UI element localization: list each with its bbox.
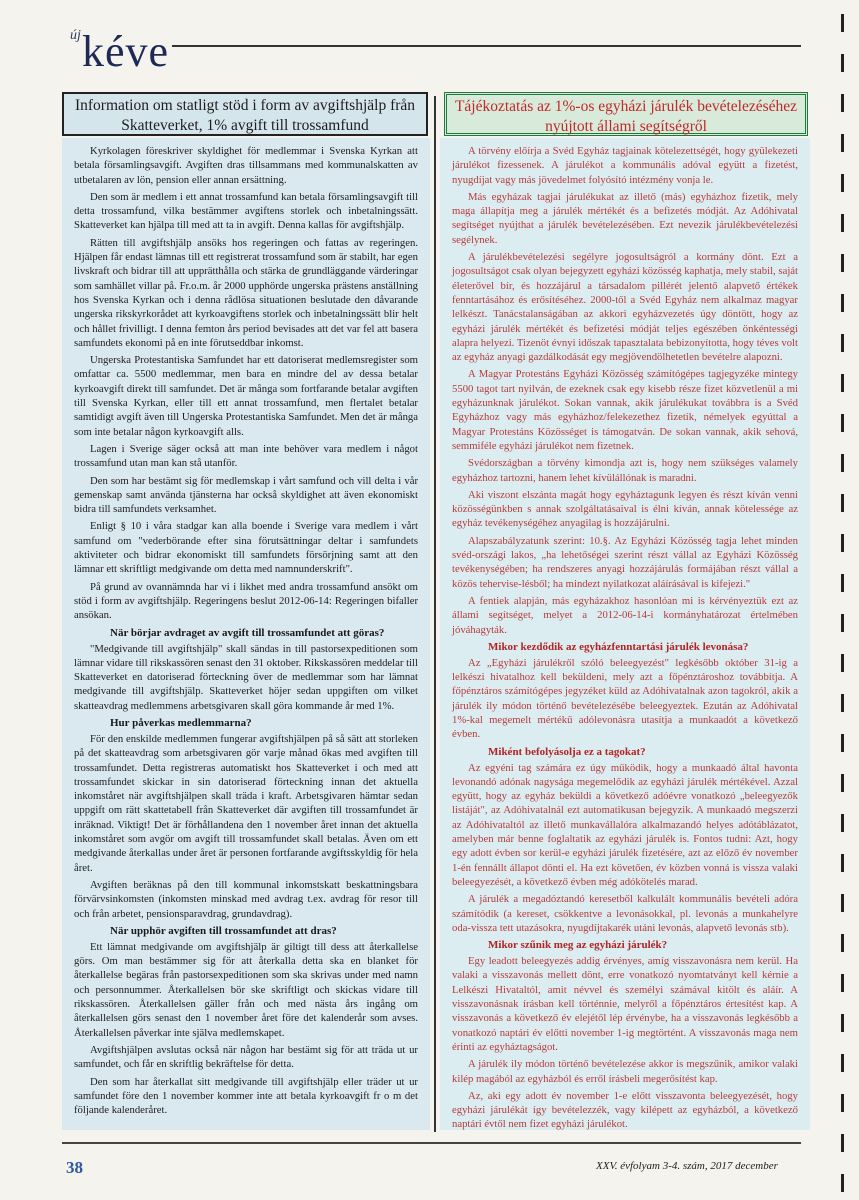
edge-mark <box>841 974 844 992</box>
section-heading: Mikor szűnik meg az egyházi járulék? <box>488 939 668 952</box>
paragraph: Avgiften beräknas på den till kommunal inkomstskatt beskattningsbara förvärvsinkomsten (inkomsten minskad med avdrag t.ex. avdrag för resor till och från arbetet, pensionsparavdrag, grundavdrag). <box>74 878 418 920</box>
paragraph: Az, aki egy adott év november 1-e előtt visszavonta beleegyezését, hogy egyházi járulékát így bevételezzék, vagy kilépett az egyházból, a következő naptári évtől nem fizet egyházi járulékot. <box>452 1089 798 1130</box>
paragraph: Ett lämnat medgivande om avgiftshjälp är giltigt till dess att återkallelse görs. Om man bestämmer sig för att återkalla detta ska en blanket för återkallelse begäras från pastorsexpeditionen som ska skrivas under med namn och personnummer. Återkallelsen bör ske skriftligt och skickas vidare till rikskassören. Återkallelsen gäller från och med nästa års ingång om återkallelsen görs senast den 1 november året före det kalenderår som avses. Återkallelsen påverkar inte själva medlemskapet. <box>74 940 418 1039</box>
masthead-title: kéve <box>82 27 170 76</box>
paragraph: A törvény előírja a Svéd Egyház tagjainak kötelezettségét, hogy gyülekezeti járulékot fizessenek. A járulékot a kommunális adóval együtt a fizetést, nyugdíjat vagy más jövedelmet folyósító intézmény vonja le. <box>452 145 798 186</box>
edge-mark <box>841 814 844 832</box>
edge-mark <box>841 934 844 952</box>
section-heading: Hur påverkas medlemmarna? <box>110 716 252 729</box>
masthead-prefix: új <box>70 28 81 43</box>
paragraph: Alapszabályzatunk szerint: 10.§. Az Egyházi Közösség tagja lehet minden svéd-országi lakos, „ha lehetőségei szerint részt vállal az Egyházi Közösség tevékenységében; ha rendszeres anyagi hozzájárulás formájában részt vállal a közös tehervise-lésből; ha mindezt nyilatkozat aláírásával is kifejezi." <box>452 534 798 590</box>
paragraph: Den som är medlem i ett annat trossamfund kan betala församlingsavgift till detta trossamfund, vilka bestämmer avgiftens storlek och inbetalningssätt. Skatteverket kan hjälpa till med att ta in avgift. Denna kallas för avgiftshjälp. <box>74 190 418 232</box>
edge-mark <box>841 294 844 312</box>
edge-mark <box>841 254 844 272</box>
paragraph: På grund av ovannämnda har vi i likhet med andra trossamfund ansökt om stöd i form av avgiftshjälp. Regeringens beslut 2012-06-14: Regeringen bifaller ansökan. <box>74 580 418 622</box>
paragraph: Den som har bestämt sig för medlemskap i vårt samfund och vill delta i vår gemenskap samt använda tjänsterna har också skyldighet att även ekonomiskt bidra till samfundets verksamhet. <box>74 474 418 516</box>
edge-mark <box>841 1094 844 1112</box>
paragraph: Den som har återkallat sitt medgivande till avgiftshjälp eller träder ut ur samfundet före den 1 november kommer inte att betala kyrkoavgift fr o m det följande kalenderåret. <box>74 1075 418 1117</box>
edge-mark <box>841 854 844 872</box>
edge-mark <box>841 734 844 752</box>
edge-mark <box>841 214 844 232</box>
paragraph: Enligt § 10 i våra stadgar kan alla boende i Sverige vara medlem i vårt samfund om "vederbörande efter sina förutsättningar deltar i samfundets aktiviteter och bidrar ekonomiskt till samfundets försörjning samt att den lämnar ett skriftligt medgivande om detta med namnunderskrift". <box>74 520 418 576</box>
paragraph: A járulékbevételezési segélyre jogosultságról a kormány dönt. Ezt a jogosultságot csak olyan bejegyzett egyházi közösség kaphatja, mely stabil, saját életerővel bír, és hozzájárul a társadalom pillérét jelentő alapvető értékek fenntartásához és erősítéséhez. 2000-től a Svéd Egyház nem alkalmaz magyar lelkészt. Tanácstalanságában az akkori egyházvezetés úgy döntött, hogy az egyházi járulék mértékét és befizetési módját teljes egészében önkéntességi alapra helyezi. Tizenöt évnyi időszak tapasztalata bebizonyította, hogy téves volt az egyház anyagi gazdálkodását egy megjövendölhetetlen bevételre alapozni. <box>452 251 798 364</box>
edge-mark <box>841 894 844 912</box>
edge-mark <box>841 654 844 672</box>
edge-marks <box>841 14 845 1194</box>
column-divider <box>434 96 436 1132</box>
edge-mark <box>841 174 844 192</box>
edge-mark <box>841 494 844 512</box>
section-heading: När upphör avgiften till trossamfundet att dras? <box>110 924 337 937</box>
swedish-article-body <box>62 138 430 1130</box>
paragraph: "Medgivande till avgiftshjälp" skall sändas in till pastorsexpeditionen som lämnar vidare till rikskassören senast den 31 oktober. Rikskassören meddelar till Skatteverket en datoriserad förteckning över de medlemmar som har lämnat medgivande till avgiftshjälp. Skatteverket höjer sedan uppgiften om vilket skatteavdrag medlemmens arbetsgivaren skall göra kommande år med 1%. <box>74 642 418 712</box>
swedish-article-title: Information om statligt stöd i form av avgiftshjälp från Skatteverket, 1% avgift till trossamfund <box>62 92 428 136</box>
paragraph: A járulék a megadóztandó keresetből kalkulált kommunális bevételi adóra számítódik (a kereset, csökkentve a levonásokkal, pl. levonás a munkahelyre oda-vissza tett utazásokra, nyugdíjtakarék utáni levonás, alapvető levonás stb). <box>452 893 798 934</box>
issue-info: XXV. évfolyam 3-4. szám, 2017 december <box>596 1160 778 1172</box>
edge-mark <box>841 374 844 392</box>
paragraph: A fentiek alapján, más egyházakhoz hasonlóan mi is kérvényeztük ezt az állami segítséget, melyet a 2012-06-14-i kormányhatározat értelmében jóváhagyták. <box>452 594 798 636</box>
edge-mark <box>841 94 844 112</box>
paragraph: Kyrkolagen föreskriver skyldighet för medlemmar i Svenska Kyrkan att betala församlingsavgift. Avgiften dras tillsammans med kommunalskatten av utbetalaren av lön, pension eller annan ersättning. <box>74 145 418 186</box>
hungarian-article-body <box>440 138 810 1130</box>
paragraph: Svédországban a törvény kimondja azt is, hogy nem szükséges valamely egyházhoz tartozni, hanem lehet kívülállónak is maradni. <box>452 457 798 484</box>
edge-mark <box>841 774 844 792</box>
section-heading: När börjar avdraget av avgift till trossamfundet att göras? <box>110 626 385 639</box>
edge-mark <box>841 414 844 432</box>
paragraph: Rätten till avgiftshjälp ansöks hos regeringen och fattas av regeringen. Hjälpen får endast lämnas till ett registrerat trossamfund som är stabilt, har egen livskraft och bidrar till att upprätthålla och stärka de grundläggande värderingar som samhället villar på. Fr.o.m. år 2000 upphörde ungerska prästens anställning hos Svenska Kyrkan och i denna rådlösa situationen beslutade den dåvarande ungerska rikskyrkorådet att kyrkoavgiftens storlek och inbetalningssätt blir helt och hållet frivilligt. I denna femton års period bevisades att det var fel att basera samfundets ekonomi på en inte förutseddbar inkomst. <box>74 236 418 349</box>
edge-mark <box>841 334 844 352</box>
edge-mark <box>841 1054 844 1072</box>
section-heading: Mikor kezdődik az egyházfenntartási járulék levonása? <box>488 640 749 653</box>
edge-mark <box>841 54 844 72</box>
header-rule <box>172 45 801 47</box>
edge-mark <box>841 14 844 32</box>
edge-mark <box>841 134 844 152</box>
edge-mark <box>841 454 844 472</box>
page-number: 38 <box>66 1158 83 1177</box>
paragraph: Lagen i Sverige säger också att man inte behöver vara medlem i något trossamfund utan man kan stå utanför. <box>74 442 418 470</box>
paragraph: Egy leadott beleegyezés addig érvényes, amíg visszavonásra nem kerül. Ha valaki a visszavonás mellett dönt, erre vonatkozó nyomtatványt kell kérnie a Lelkészi Hivataltól, amit névvel és személyi számával kitölt és aláír. A visszavonásnak írásban kell történnie, melyről a főpénztáros értesítést kap. A visszavonás a következő év elejétől lép érvénybe, ha a visszavonás legkésőbb a vonatkozó naptári év előtti november 1-ig megtörtént. A visszavonás maga nem érinti az egyháztagságot. <box>452 955 798 1053</box>
edge-mark <box>841 1174 844 1192</box>
hungarian-article-title: Tájékoztatás az 1%-os egyházi járulék bevételezéséhez nyújtott állami segítségről <box>444 92 808 136</box>
edge-mark <box>841 574 844 592</box>
paragraph: För den enskilde medlemmen fungerar avgiftshjälpen på så sätt att storleken på det skatteavdrag som arbetsgivaren gör varje månad ökas med avgiften till trossamfundet. Detta registreras automatiskt hos Skatteverket i och med att trossamfundet skickar in sin datoriserad förteckning innan det aktuella inkomståret när avgiftshjälpen skall träda i kraft. Arbetsgivaren hämtar sedan uppgift om rätt skattetabell från Skatteverket där avgiften till trossamfundet är inräknad. Viktigt! Det är förhållandena den 1 november året innan det aktuella inkomståret som avgör om avgift till trossamfundet skall betalas. Även om ett medgivande återkallas under året är personen fortfarande avgiftsskyldig för hela året. <box>74 732 418 874</box>
paragraph: A Magyar Protestáns Egyházi Közösség számítógépes tagjegyzéke mintegy 5500 tagot tart nyilván, de ezeknek csak egy kisebb része fizet közvetlenül a mi egyházunknak járulékot. Sokan vannak, akik járulékukat továbbra is a Svéd Egyházhoz vagy más egyházhoz/felekezethez fizetik, némelyek egyúttal a Magyar Protestáns Közösséget is támogatván. De sokan vannak, akik sehová, semmiféle egyházi járulékot nem fizetnek. <box>452 368 798 452</box>
edge-mark <box>841 614 844 632</box>
paragraph: Ungerska Protestantiska Samfundet har ett datoriserat medlemsregister som omfattar ca. 5500 medlemmar, men bara en mindre del av dessa betalar kyrkoavgift direkt till samfundet. Det är många som fortfarande betalar avgiften till Svenska Kyrkan, eller till ett annat trossamfund, men flertalet betalar samtidigt avgift även till Ungerska Protestantiska Samfundet. Men det är många som inte betalar någon kyrkoavgift alls. <box>74 354 418 438</box>
edge-mark <box>841 1134 844 1152</box>
paragraph: Más egyházak tagjai járulékukat az illető (más) egyházhoz fizetik, mely maga állapítja meg a járulék mértékét és a befizetés módját. Az Adóhivatal segítséget nyújthat a járulék bevételezésében. Ezt nevezik járulékbevételezési segélynek. <box>452 190 798 246</box>
paragraph: A járulék ily módon történő bevételezése akkor is megszűnik, amikor valaki kilép magából az egyházból és erről írásbeli megerősítést kap. <box>452 1058 798 1085</box>
footer-rule <box>62 1142 801 1144</box>
paragraph: Az „Egyházi járulékről szóló beleegyezést" legkésőbb október 31-ig a lelkészi hivatalhoz kell beküldeni, mely azt a főpénztároshoz továbbítja. A főpénztáros számítógépes jegyzéket küld az Adóhivatalnak azon tagokról, akik a járulék ily módon történő bevételezésébe beleegyeztek. Ezután az Adóhivatal 1%-kal megemelt mértékű adólevonásra utasítja a munkaadót a következő évben. <box>452 656 798 741</box>
section-heading: Miként befolyásolja ez a tagokat? <box>488 745 646 758</box>
edge-mark <box>841 694 844 712</box>
edge-mark <box>841 534 844 552</box>
paragraph: Az egyéni tag számára ez úgy működik, hogy a munkaadó által havonta levonandó adónak nagysága megemelődik az egyházi járulék mértékével. Azzal együtt, hogy az egyház beküldi a következő adóévre vonatkozó „beleegyezők listáját", az Adóhivatalnál ezt automatikusan bejegyzik. A munkaadó megszerzi az Adóhivataltól az illető munkavállalóra alkalmazandó helyes adótáblázatot, amelyben már benne foglaltatik az egyházi járulék is. Fontos tudni: Azt, hogy egy adott évben sor kerül-e egyházi járulék fizetésére, azt az előző év november 1-én fennállt állapot dönti el. Ha ezt követően, év közben vonná is vissza valaki beleegyezését, a következő évben még adókötelés marad. <box>452 761 798 888</box>
paragraph: Avgiftshjälpen avslutas också när någon har bestämt sig för att träda ut ur samfundet, och får en skriftlig bekräftelse för detta. <box>74 1043 418 1071</box>
edge-mark <box>841 1014 844 1032</box>
paragraph: Aki viszont elszánta magát hogy egyháztagunk legyen és részt kíván venni közösségünkben s annak szolgáltatásaival is élni kíván, annak kötelessége az egyház tevékenységéhez anyagilag is hozzájárulni. <box>452 488 798 530</box>
